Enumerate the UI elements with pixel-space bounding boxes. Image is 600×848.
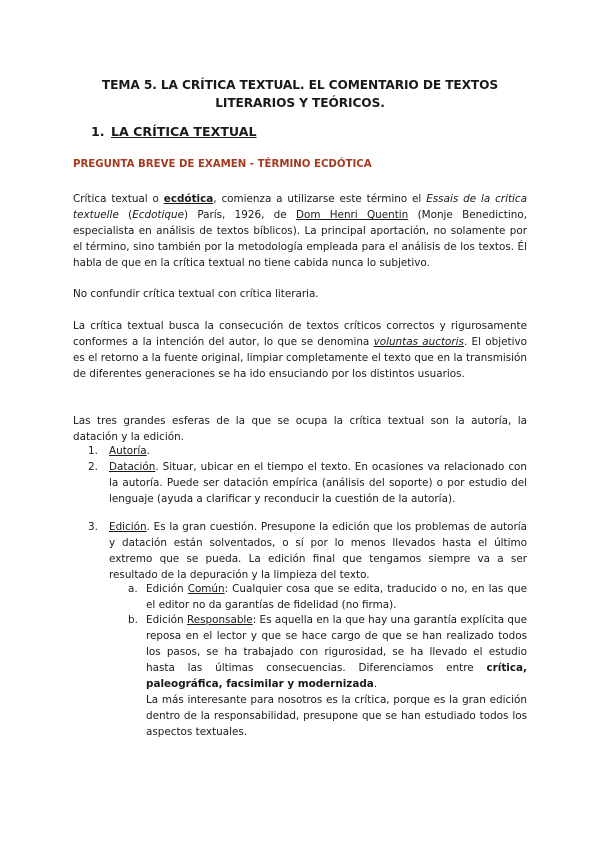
p1-text-5: (Monje Benedictino, especialista en análisis de textos bíblicos). La principal aportación, no solamente por el término, sino también por la metodología empleada para el análisis de los textos. Él habla de que en la crítica textual no tiene cabida nunca lo subjetivo.: [73, 209, 528, 270]
paragraph-spheres: Las tres grandes esferas de la que se ocupa la crítica textual son la autoría, la datación y la edición.: [73, 415, 527, 444]
list-item-head: Edición: [109, 521, 147, 533]
list-item-head: Datación: [109, 461, 156, 473]
edition-types: crítica, paleográfica, facsimilar y modernizada: [146, 661, 527, 690]
section-number: 1.: [91, 124, 105, 139]
list-item-datacion: [109, 460, 527, 508]
sublist-lead: Edición: [146, 614, 187, 626]
section-title: LA CRÍTICA TEXTUAL: [111, 124, 257, 139]
sublist-paragraph: La más interesante para nosotros es la crítica, porque es la gran edición dentro de la responsabilidad, presupone que se han estudiado todos los aspectos textuales.: [146, 694, 527, 738]
document-title: [60, 76, 540, 112]
paragraph-definition: [73, 318, 527, 382]
book-subtitle: Ecdotique: [132, 209, 184, 222]
list-item-text: . Situar, ubicar en el tiempo el texto. En ocasiones va relacionado con la autoría. Puede ser datación empírica (análisis del soporte) o por estudio del lenguaje (ayuda a clarificar y reconducir la cuestión de la autoría).: [109, 461, 527, 505]
sublist-item-responsable: [146, 613, 527, 693]
title-line-2: LITERARIOS Y TEÓRICOS.: [215, 96, 385, 110]
sublist-text: : Es aquella en la que hay una garantía explícita que reposa en el lector y que se hace cargo de que se han realizado todos los pasos, se ha trabajado con rigurosidad, se ha llevado el estudio hasta las últimas consecuencias. Diferenciamos entre: [146, 614, 527, 674]
section-heading: [91, 124, 257, 139]
paragraph-ecdotica: [73, 191, 527, 271]
exam-question-heading: PREGUNTA BREVE DE EXAMEN - TÉRMINO ECDÓTICA: [73, 159, 372, 170]
sublist-head: Común: [187, 583, 225, 595]
sublist-lead: Edición: [146, 583, 188, 595]
list-marker: 3.: [88, 521, 98, 533]
list-item-head: Autoría: [109, 445, 147, 457]
title-line-1: TEMA 5. LA CRÍTICA TEXTUAL. EL COMENTARIO DE TEXTOS: [101, 78, 499, 92]
list-marker: 1.: [88, 445, 98, 457]
p3-text-2: . El objetivo es el retorno a la fuente original, limpiar completamente el texto que en la transmisión de diferentes generaciones se ha ido ensuciando por los distintos usuarios.: [73, 336, 527, 381]
sublist-text: : Cualquier cosa que se edita, traducido o no, en las que el editor no da garantías de fidelidad (no firma).: [146, 583, 527, 611]
p3-text-1: La crítica textual busca la consecución de textos críticos correctos y rigurosamente conformes a la intención del autor, lo que se denomina: [73, 320, 527, 349]
sublist-end: .: [373, 677, 378, 690]
sublist-item-comun: [146, 582, 527, 614]
author-name: Dom Henri Quentin: [295, 209, 409, 222]
p1-text-3: (: [118, 209, 133, 222]
list-item-text: .: [146, 445, 150, 457]
list-item-autoria: [109, 444, 527, 460]
book-title: Essais de la critica textuelle: [73, 193, 528, 222]
list-item-edicion: [109, 520, 527, 584]
list-item-text: . Es la gran cuestión. Presupone la edición que los problemas de autoría y datación están solventados, o sí por lo menos llevados hasta el último extremo que se pueda. La edición final que tengamos siempre va a ser resultado de la depuración y la limpieza del texto.: [109, 521, 527, 581]
term-ecdotica: ecdótica: [163, 193, 214, 205]
p1-text-2: , comienza a utilizarse este término el: [213, 193, 427, 205]
sublist-marker: b.: [128, 614, 138, 626]
sublist-marker: a.: [128, 583, 138, 595]
paragraph-note: No confundir crítica textual con crítica literaria.: [73, 288, 319, 300]
sublist-head: Responsable: [186, 614, 253, 626]
p1-text-4: ) París, 1926, de: [183, 209, 296, 222]
term-voluntas-auctoris: voluntas auctoris: [373, 336, 464, 349]
list-marker: 2.: [88, 461, 98, 473]
p1-text-1: Crítica textual o: [73, 193, 164, 205]
